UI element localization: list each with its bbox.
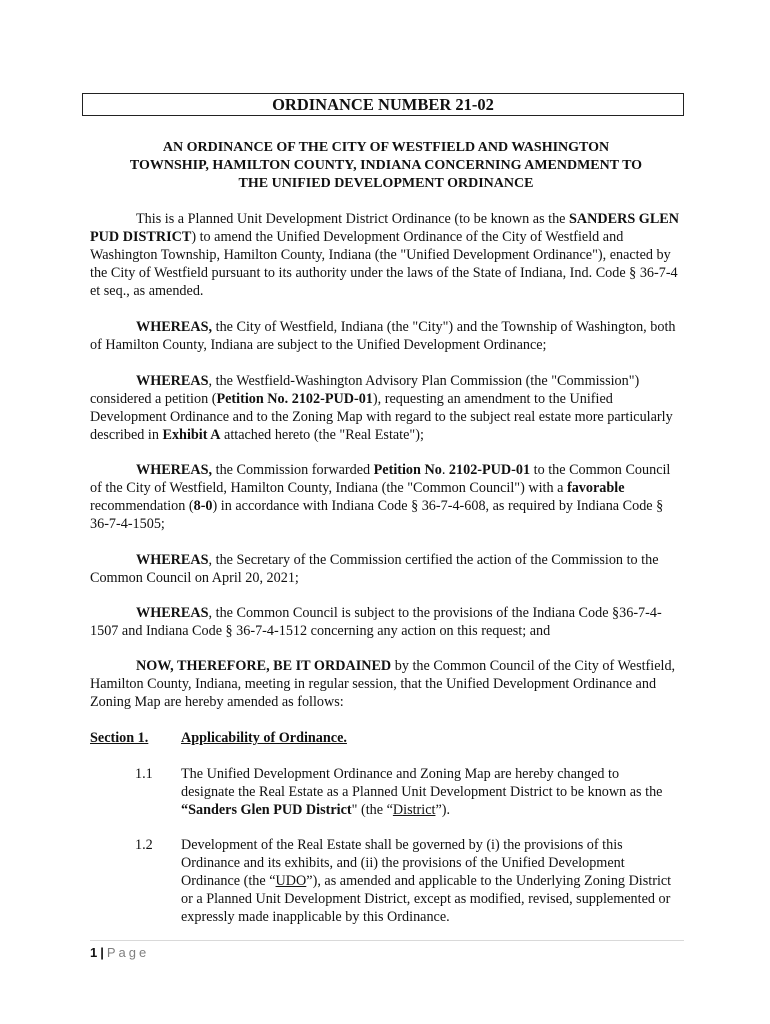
whereas-label: WHEREAS [136,552,209,568]
petition-label: Petition No [373,462,442,478]
clause-number: 1.1 [135,766,153,782]
clause-text [181,836,676,926]
now-therefore-paragraph [90,657,684,711]
footer-separator: | [100,945,104,960]
defined-term: District [392,802,436,818]
ordained-label: NOW, THEREFORE, BE IT ORDAINED [136,658,392,674]
page-footer [90,944,149,962]
ordinance-title: ORDINANCE NUMBER 21-02 [82,93,684,116]
whereas-paragraph-1 [90,318,684,354]
whereas-paragraph-2 [90,372,684,444]
page-number: 1 [90,945,98,960]
page-label: Page [106,945,150,960]
whereas-text: , the Westfield-Washington Advisory Plan Commission (the "Commission") considered a petition ( [90,373,640,407]
whereas-label: WHEREAS, [136,462,213,478]
district-name: SANDERS GLEN PUD DISTRICT [90,211,680,245]
vote-count: 8-0 [193,498,213,514]
clause-number: 1.2 [135,837,153,853]
clause-text-part: The Unified Development Ordinance and Zoning Map are hereby changed to designate the Real Estate as a Planned Unit Development District to be known as the [181,766,663,800]
defined-term: UDO [275,873,307,889]
whereas-text: the Commission forwarded [212,462,374,478]
whereas-text: , the Secretary of the Commission certified the action of the Commission to the Common Council on April 20, 2021; [90,552,659,586]
clause-text-part: ”), as amended and applicable to the Underlying Zoning District or a Planned Unit Development District, except as modified, revised, supplemented or expressly made inapplicable by this Ordinance. [181,873,672,925]
exhibit-reference: Exhibit A [162,427,221,443]
ordained-text: by the Common Council of the City of Westfield, Hamilton County, Indiana, meeting in regular session, that the Unified Development Ordinance and Zoning Map are hereby amended as follows: [90,658,676,710]
whereas-label: WHEREAS [136,373,209,389]
whereas-label: WHEREAS [136,605,209,621]
whereas-label: WHEREAS, [136,319,213,335]
clause-text-part: " (the “ [351,802,393,818]
district-name: “Sanders Glen PUD District [181,802,352,818]
whereas-text: attached hereto (the "Real Estate"); [220,427,424,443]
whereas-text: ) in accordance with Indiana Code § 36-7-4-608, as required by Indiana Code § 36-7-4-1505; [90,498,664,532]
clause-text-part: Development of the Real Estate shall be governed by (i) the provisions of this Ordinance and its exhibits, and (ii) the provisions of the Unified Development Ordinance (the “ [181,837,625,889]
whereas-text: . [441,462,449,478]
whereas-text: , the Common Council is subject to the provisions of the Indiana Code §36-7-4-1507 and Indiana Code § 36-7-4-1512 concerning any action on this request; and [90,605,662,639]
whereas-text: to the Common Council of the City of Westfield, Hamilton County, Indiana (the "Common Council") with a [90,462,671,496]
section-title: Applicability of Ordinance. [181,730,347,746]
whereas-paragraph-4 [90,551,684,587]
intro-paragraph [90,210,684,300]
ordinance-subtitle [90,139,682,193]
clause-text-part: ”). [435,802,451,818]
subtitle-line: AN ORDINANCE OF THE CITY OF WESTFIELD AND WASHINGTON [162,140,610,155]
recommendation-type: favorable [566,480,625,496]
section-number: Section 1. [90,730,149,746]
whereas-text: ), requesting an amendment to the Unified Development Ordinance and to the Zoning Map with regard to the subject real estate more particularly described in [90,391,673,443]
intro-text: This is a Planned Unit Development District Ordinance (to be known as the [136,211,570,227]
whereas-paragraph-3 [90,461,684,533]
whereas-paragraph-5 [90,604,684,640]
whereas-text: recommendation ( [90,498,194,514]
footer-divider [90,940,684,941]
petition-number: Petition No. 2102-PUD-01 [216,391,373,407]
intro-text-cont: ) to amend the Unified Development Ordinance of the City of Westfield and Washington Township, Hamilton County, Indiana (the "Unified Development Ordinance"), enacted by the City of Westfield pursuant to its authority under the laws of the State of Indiana, Ind. Code § 36-7-4 et seq., as amended. [90,229,678,299]
whereas-text: the City of Westfield, Indiana (the "City") and the Township of Washington, both of Hamilton County, Indiana are subject to the Unified Development Ordinance; [90,319,676,353]
subtitle-line: THE UNIFIED DEVELOPMENT ORDINANCE [238,176,534,191]
subtitle-line: TOWNSHIP, HAMILTON COUNTY, INDIANA CONCERNING AMENDMENT TO [129,158,643,173]
petition-number: 2102-PUD-01 [448,462,531,478]
clause-text [181,765,676,819]
